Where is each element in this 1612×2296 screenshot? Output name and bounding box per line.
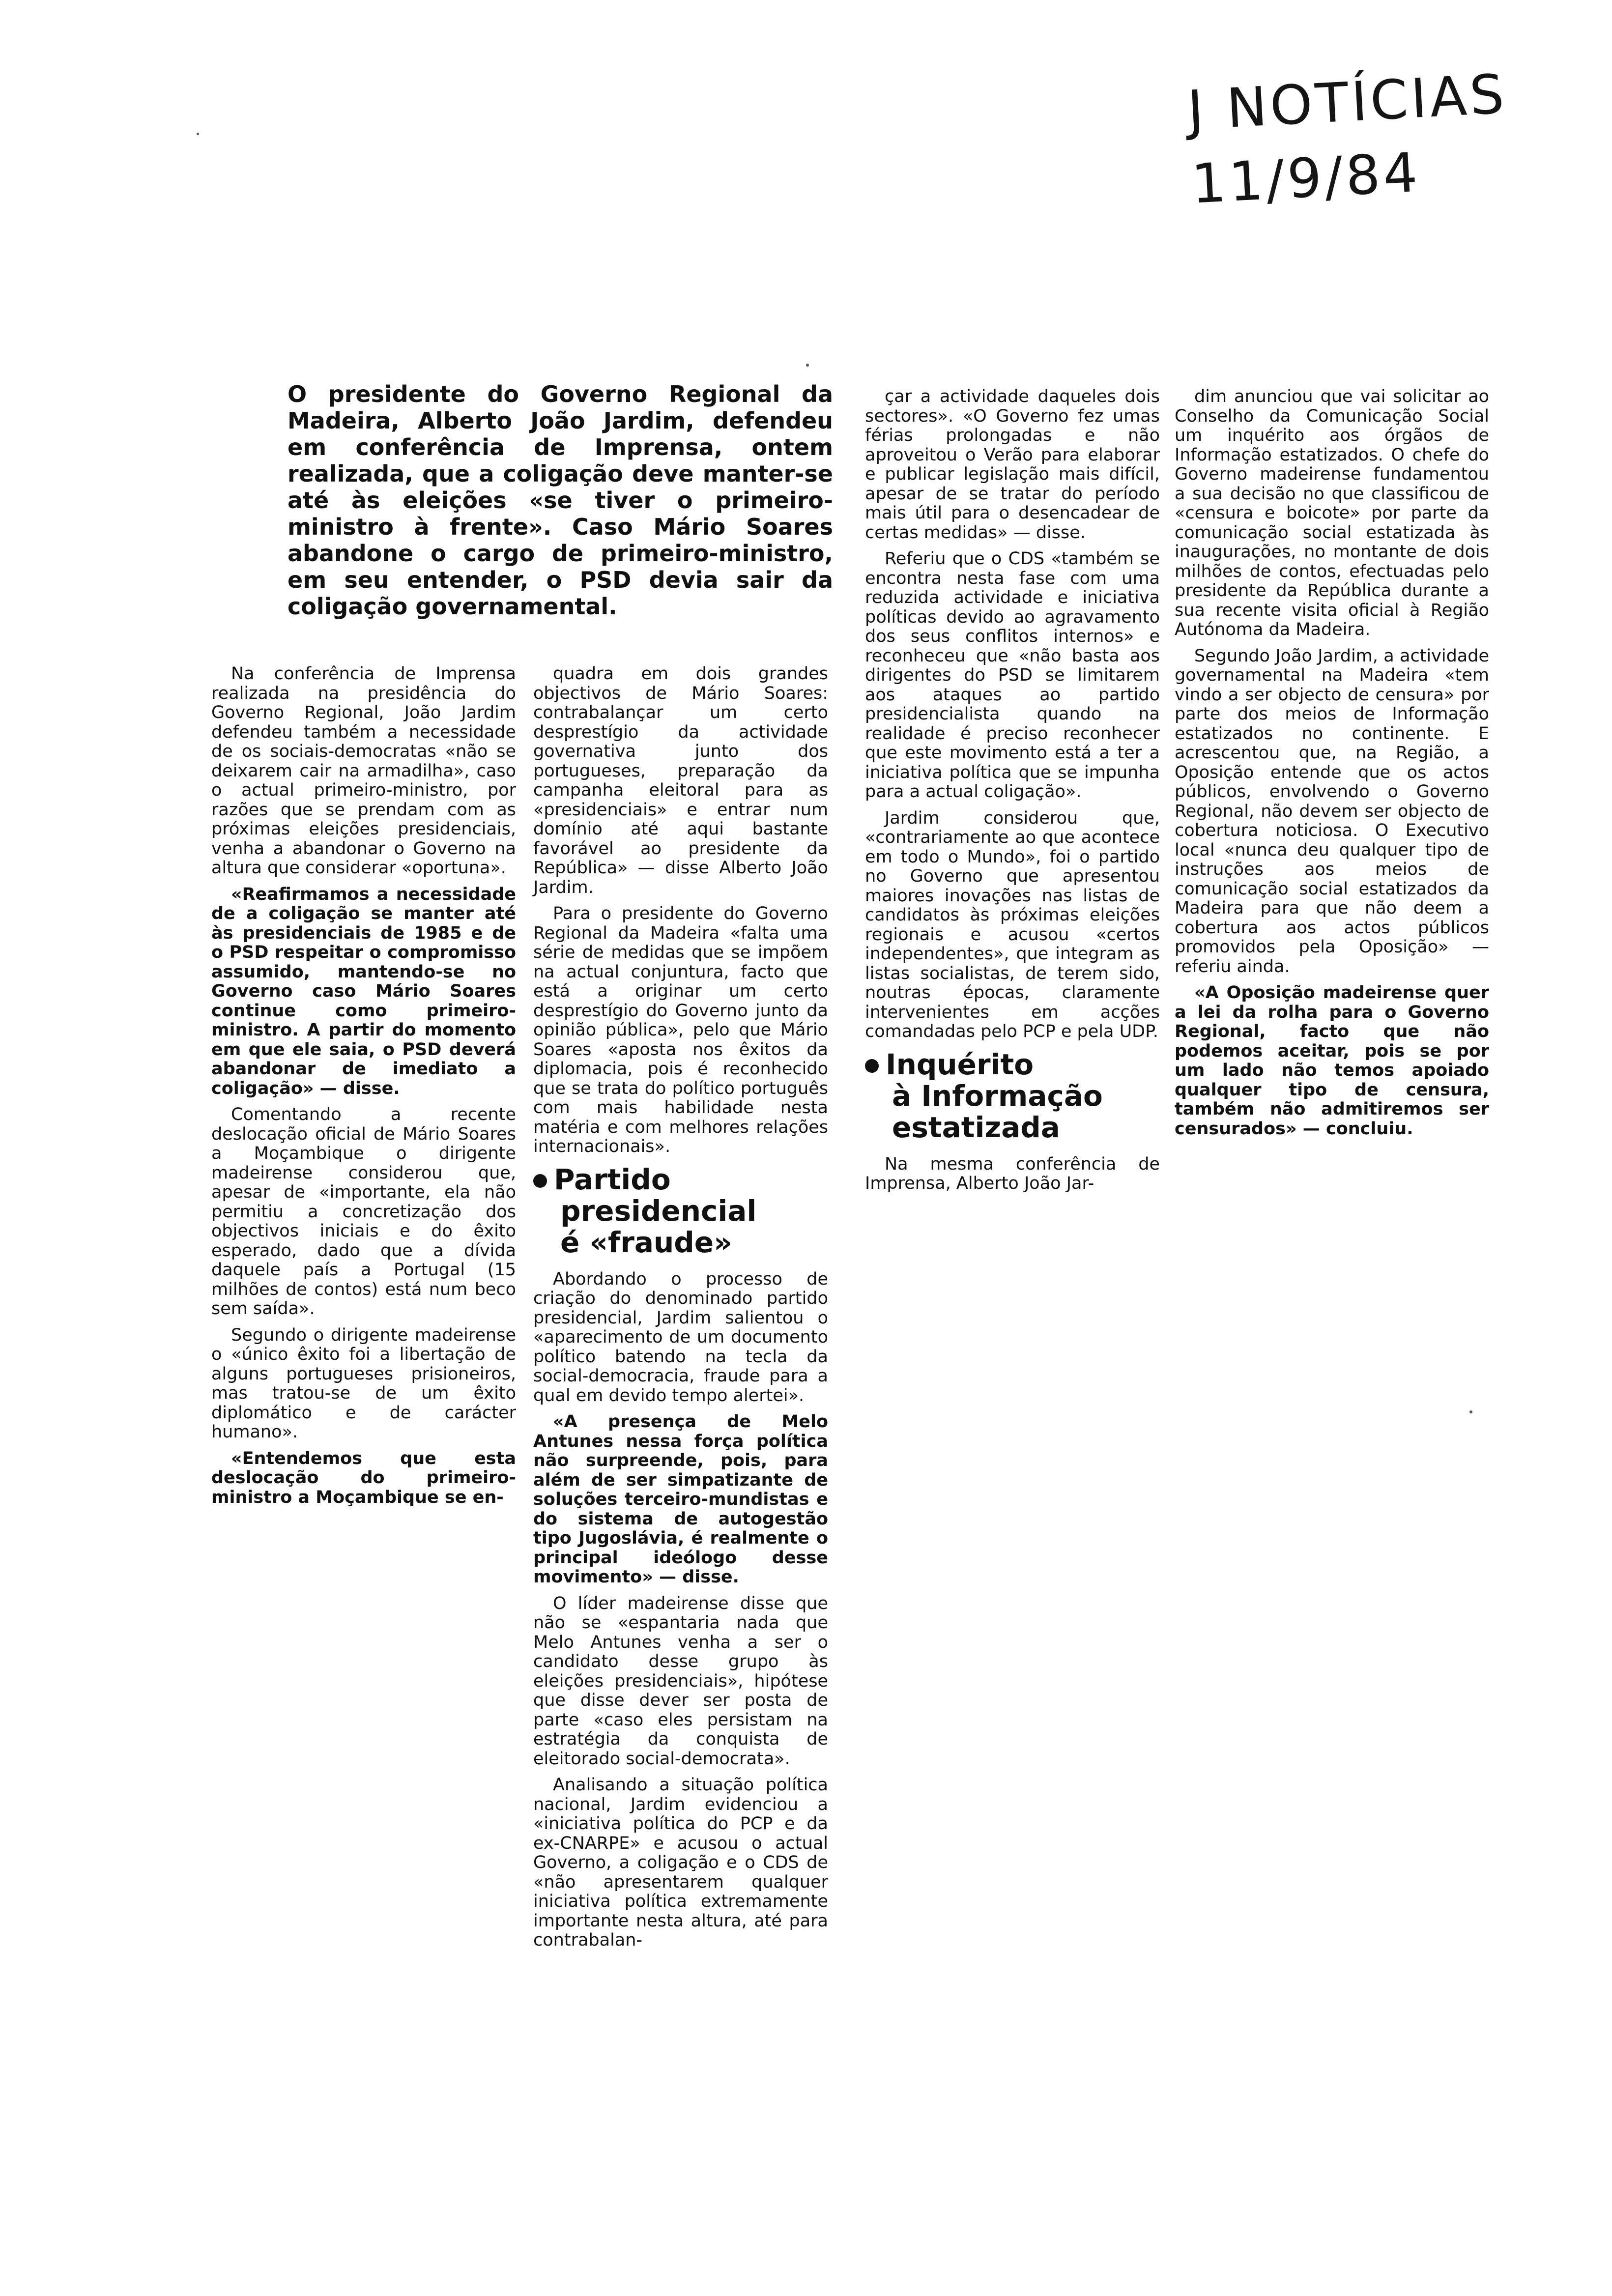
- paragraph: «Entendemos que esta deslocação do primeiro-ministro a Moçambique se en-: [211, 1448, 516, 1507]
- bullet-icon: [865, 1059, 879, 1073]
- paragraph: Para o presidente do Governo Regional da Madeira «falta uma série de medidas que se impõem na actual conjuntura, facto que está a originar um certo desprestígio do Governo junto da opinião pública», pelo que Mário Soares «aposta nos êxitos da diplomacia, pois é reconhecido que se trata do político português com mais habilidade nesta matéria e com melhores relações internacionais».: [533, 904, 828, 1156]
- paragraph: Jardim considerou que, «contrariamente ao que acontece em todo o Mundo», foi o partido no Governo que apresentou maiores inovações nas listas de candidatos às próximas eleições regionais e acusou «certos independentes», que integram as listas socialistas, de terem sido, noutras épocas, claramente intervenientes em acções comandadas pelo PCP e pela UDP.: [865, 808, 1160, 1041]
- paragraph: Segundo o dirigente madeirense o «único êxito foi a libertação de alguns portugueses prisioneiros, mas tratou-se de um êxito diplomático e de carácter humano».: [211, 1325, 516, 1442]
- scan-speck: [1469, 1410, 1472, 1413]
- paragraph: Comentando a recente deslocação oficial de Mário Soares a Moçambique o dirigente madeirense considerou que, apesar de «importante, ela não permitiu a concretização dos objectivos iniciais e do êxito esperado, dado que a dívida daquele país a Portugal (15 milhões de contos) está num beco sem saída».: [211, 1105, 516, 1319]
- paragraph: çar a actividade daqueles dois sectores». «O Governo fez umas férias prolongadas e não aproveitou o Verão para elaborar e publicar legislação mais difícil, apesar de se tratar do período mais útil para o desencadear de certas medidas» — disse.: [865, 387, 1160, 543]
- bullet-icon: [533, 1174, 547, 1188]
- subheading-inquerito: Inquérito à Informação estatizada: [865, 1049, 1160, 1143]
- column-4: [1175, 387, 1489, 1146]
- handwritten-source: J NOTÍCIAS: [1186, 62, 1509, 142]
- paragraph: «A Oposição madeirense quer a lei da rolha para o Governo Regional, facto que não podemos aceitar, pois se por um lado não temos apoiado qualquer tipo de censura, também não admitiremos ser censurados» — concluiu.: [1175, 983, 1489, 1139]
- paragraph: O líder madeirense disse que não se «espantaria nada que Melo Antunes venha a ser o candidato desse grupo às eleições presidenciais», hipótese que disse dever ser posta de parte «caso eles persistam na estratégia da conquista de eleitorado social-democrata».: [533, 1593, 828, 1769]
- handwritten-date: 11/9/84: [1190, 141, 1422, 216]
- paragraph: Segundo João Jardim, a actividade governamental na Madeira «tem vindo a ser objecto de censura» por parte dos meios de Informação estatizados no continente. E acrescentou que, na Região, a Oposição entende que os actos públicos, envolvendo o Governo Regional, não devem ser objecto de cobertura noticiosa. O Executivo local «nunca deu qualquer tipo de instruções aos meios de comunicação social estatizados da Madeira para que não deem a cobertura aos actos públicos promovidos pela Oposição» — referiu ainda.: [1175, 646, 1489, 976]
- paragraph: quadra em dois grandes objectivos de Mário Soares: contrabalançar um certo desprestígio da actividade governativa junto dos portugueses, preparação da campanha eleitoral para as «presidenciais» e entrar num domínio até aqui bastante favorável ao presidente da República» — disse Alberto João Jardim.: [533, 664, 828, 897]
- paragraph: Referiu que o CDS «também se encontra nesta fase com uma reduzida actividade e iniciativa políticas devido ao agravamento dos seus conflitos internos» e reconheceu que «não basta aos dirigentes do PSD se limitarem aos ataques ao partido presidencialista quando na realidade é preciso reconhecer que este movimento está a ter a iniciativa política que se impunha para a actual coligação».: [865, 549, 1160, 802]
- column-2: [533, 664, 828, 1957]
- scan-speck: [197, 133, 199, 135]
- article-lead: O presidente do Governo Regional da Madeira, Alberto João Jardim, defendeu em conferência de Imprensa, ontem realizada, que a coligação deve manter-se até às eleições «se tiver o primeiro-ministro à frente». Caso Mário Soares abandone o cargo de primeiro-ministro, em seu entender, o PSD devia sair da coligação governamental.: [288, 381, 833, 620]
- paragraph: Na conferência de Imprensa realizada na presidência do Governo Regional, João Jardim defendeu também a necessidade de os sociais-democratas «não se deixarem cair na armadilha», caso o actual primeiro-ministro, por razões que se prendam com as próximas eleições presidenciais, venha a abandonar o Governo na altura que considerar «oportuna».: [211, 664, 516, 878]
- column-3: [865, 387, 1160, 1201]
- paragraph: Analisando a situação política nacional, Jardim evidenciou a «iniciativa política do PCP e da ex-CNARPE» e acusou o actual Governo, a coligação e o CDS de «não apresentarem qualquer iniciativa política extremamente importante nesta altura, até para contrabalan-: [533, 1775, 828, 1950]
- column-1: [211, 664, 516, 1514]
- paragraph: Abordando o processo de criação do denominado partido presidencial, Jardim salientou o «aparecimento de um documento político batendo na tecla da social-democracia, fraude para a qual em devido tempo alertei».: [533, 1269, 828, 1406]
- subheading-partido-presidencial: Partido presidencial é «fraude»: [533, 1164, 828, 1258]
- scan-speck: [806, 364, 809, 367]
- paragraph: «A presença de Melo Antunes nessa força política não surpreende, pois, para além de ser simpatizante de soluções terceiro-mundistas e do sistema de autogestão tipo Jugoslávia, é realmente o principal ideólogo desse movimento» — disse.: [533, 1412, 828, 1587]
- paragraph: dim anunciou que vai solicitar ao Conselho da Comunicação Social um inquérito aos órgãos de Informação estatizados. O chefe do Governo madeirense fundamentou a sua decisão no que classificou de «censura e boicote» por parte da comunicação social estatizada às inaugurações, no montante de dois milhões de contos, efectuadas pelo presidente da República durante a sua recente visita oficial à Região Autónoma da Madeira.: [1175, 387, 1489, 639]
- handwritten-annotation: [1186, 54, 1567, 221]
- paragraph: Na mesma conferência de Imprensa, Alberto João Jar-: [865, 1154, 1160, 1193]
- paragraph: «Reafirmamos a necessidade de a coligação se manter até às presidenciais de 1985 e de o PSD respeitar o compromisso assumido, mantendo-se no Governo caso Mário Soares continue como primeiro-ministro. A partir do momento em que ele saia, o PSD deverá abandonar de imediato a coligação» — disse.: [211, 884, 516, 1098]
